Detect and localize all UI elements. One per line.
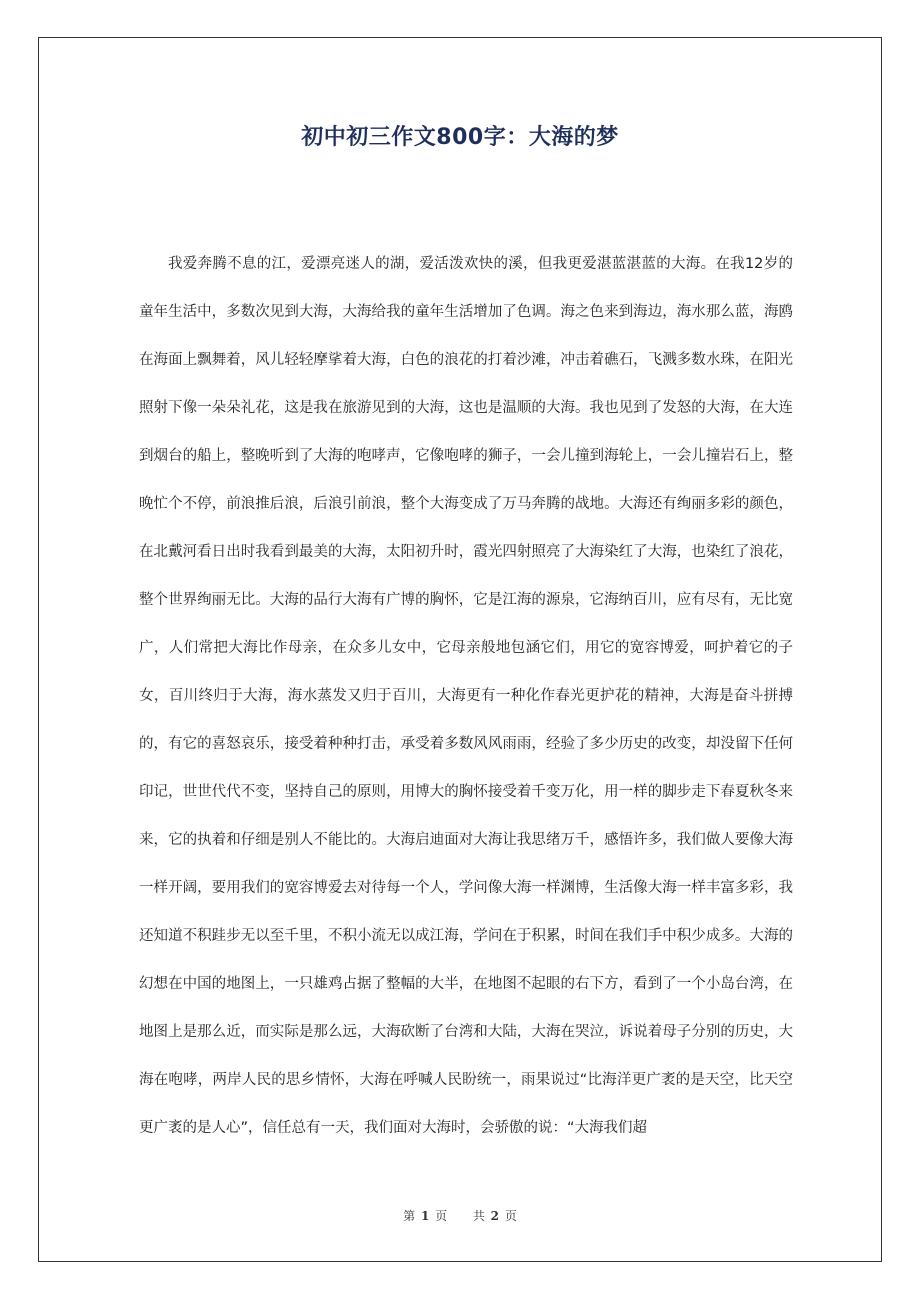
page-label-suffix: 页 (435, 1209, 448, 1223)
page-label-prefix: 第 (403, 1209, 416, 1223)
total-label-suffix: 页 (504, 1209, 517, 1223)
total-label-prefix: 共 (472, 1209, 485, 1223)
page-footer (0, 1207, 920, 1224)
total-page-count: 2 (490, 1209, 500, 1223)
document-title: 初中初三作文800字：大海的梦 (301, 125, 619, 150)
document-body-paragraph: 我爱奔腾不息的江，爱漂亮迷人的湖，爱活泼欢快的溪，但我更爱湛蓝湛蓝的大海。在我12岁的童年生活中，多数次见到大海，大海给我的童年生活增加了色调。海之色来到海边，海水那么蓝，海鸥在海面上飘舞着，风儿轻轻摩挲着大海，白色的浪花的打着沙滩，冲击着礁石，飞溅多数水珠，在阳光照射下像一朵朵礼花，这是我在旅游见到的大海，这也是温顺的大海。我也见到了发怒的大海，在大连到烟台的船上，整晚听到了大海的咆哮声，它像咆哮的狮子，一会儿撞到海轮上，一会儿撞岩石上，整晚忙个不停，前浪推后浪，后浪引前浪，整个大海变成了万马奔腾的战地。大海还有绚丽多彩的颜色，在北戴河看日出时我看到最美的大海，太阳初升时，霞光四射照亮了大海染红了大海，也染红了浪花，整个世界绚丽无比。大海的品行大海有广博的胸怀，它是江海的源泉，它海纳百川，应有尽有，无比宽广，人们常把大海比作母亲，在众多儿女中，它母亲般地包涵它们，用它的宽容博爱，呵护着它的子女，百川终归于大海，海水蒸发又归于百川，大海更有一种化作春光更护花的精神，大海是奋斗拼搏的，有它的喜怒哀乐，接受着种种打击，承受着多数风风雨雨，经验了多少历史的改变，却没留下任何印记，世世代代不变，坚持自己的原则，用博大的胸怀接受着千变万化，用一样的脚步走下春夏秋冬来来，它的执着和仔细是别人不能比的。大海启迪面对大海让我思绪万千，感悟许多，我们做人要像大海一样开阔，要用我们的宽容博爱去对待每一个人，学问像大海一样渊博，生活像大海一样丰富多彩，我还知道不积跬步无以至千里，不积小流无以成江海，学问在于积累，时间在我们手中积少成多。大海的幻想在中国的地图上，一只雄鸡占据了整幅的大半，在地图不起眼的右下方，看到了一个小岛台湾，在地图上是那么近，而实际是那么远，大海砍断了台湾和大陆，大海在哭泣，诉说着母子分别的历史，大海在咆哮，两岸人民的思乡情怀，大海在呼喊人民盼统一，雨果说过“比海洋更广袤的是天空，比天空更广袤的是人心”，信任总有一天，我们面对大海时，会骄傲的说：“大海我们超 (139, 256, 793, 1136)
current-page-number: 1 (420, 1209, 430, 1223)
